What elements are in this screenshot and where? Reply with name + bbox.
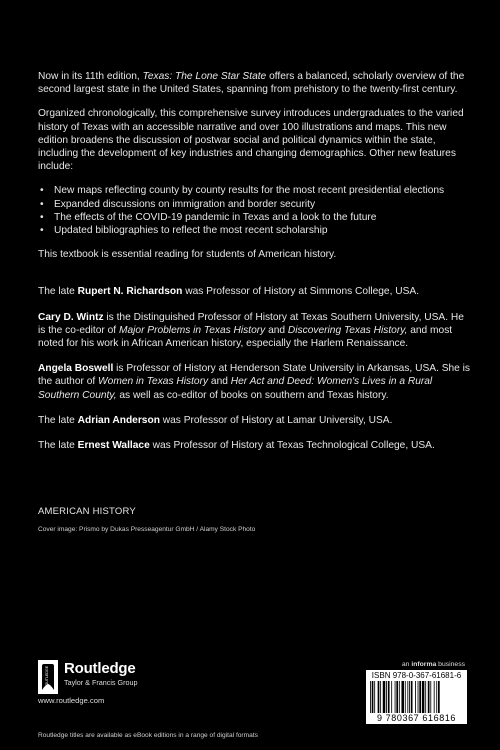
barcode-bar (388, 681, 390, 713)
barcode-icon (370, 681, 463, 713)
barcode-bar (438, 681, 440, 713)
intro-paragraph-1: Now in its 11th edition, Texas: The Lone Star State offers a balanced, scholarly overview of the second largest state in the United States, spanning from prehistory to the twenty-first century. (38, 71, 465, 96)
essential-reading: This textbook is essential reading for students of American history. (38, 249, 337, 261)
feature-list (38, 184, 470, 237)
barcode-bar (372, 681, 374, 713)
barcode-bar (425, 681, 426, 713)
publisher-name: Routledge (64, 660, 136, 677)
book-title: Texas: The Lone Star State (142, 71, 267, 82)
barcode-bar (380, 681, 381, 713)
cover-credit: Cover image: Prismo by Dukas Presseagentur GmbH / Alamy Stock Photo (38, 526, 256, 533)
barcode-bar (391, 681, 392, 713)
barcode-bar (419, 681, 421, 713)
svg-text:ROUTLEDGE: ROUTLEDGE (45, 665, 49, 689)
barcode-bar (418, 681, 419, 713)
barcode-bar (395, 681, 396, 713)
barcode-bar (430, 681, 431, 713)
barcode-bar (370, 681, 371, 713)
barcode-bar (383, 681, 386, 713)
bio-richardson: The late Rupert N. Richardson was Professor of History at Simmons College, USA. (38, 286, 420, 298)
intro-paragraph-2: Organized chronologically, this comprehensive survey introduces undergraduates to the varied history of Texas with an accessible narrative and over 100 illustrations and maps. This new edition broadens the discussion of postwar social and political dynamics within the state, including the development of key industries and changing demographics. Other new features include: (38, 108, 464, 173)
barcode-bar (386, 681, 387, 713)
routledge-logo-icon (38, 660, 58, 694)
subject-category: AMERICAN HISTORY (38, 506, 136, 517)
publisher-logo (38, 660, 198, 700)
informa-tagline: an informa business (401, 661, 465, 668)
barcode-bar (428, 681, 430, 713)
feature-item: • New maps reflecting county by county results for the most recent presidential elections (38, 184, 470, 197)
bio-wintz: Cary D. Wintz is the Distinguished Professor of History at Texas Southern University, USA. He is the co-editor of Major Problems in Texas History and Discovering Texas History, and most noted for his work in African American history, especially the Harlem Renaissance. (38, 311, 464, 350)
feature-item: • Updated bibliographies to reflect the most recent scholarship (38, 224, 470, 237)
barcode-bar (434, 681, 435, 713)
barcode-bar (374, 681, 375, 713)
barcode-bar (411, 681, 413, 713)
ebook-note: Routledge titles are available as eBook editions in a range of digital formats (38, 732, 258, 739)
barcode-bar (405, 681, 406, 713)
barcode-digits: 9 780367 616816 (376, 713, 457, 723)
bio-wallace: The late Ernest Wallace was Professor of History at Texas Technological College, USA. (38, 440, 435, 452)
isbn-label: ISBN 978-0-367-61681-6 (371, 671, 462, 680)
barcode-bar (415, 681, 416, 713)
feature-item: • Expanded discussions on immigration and border security (38, 198, 470, 211)
barcode-bar (422, 681, 425, 713)
barcode-bar (396, 681, 398, 713)
publisher-website: www.routledge.com (38, 696, 105, 705)
barcode-bar (407, 681, 408, 713)
back-cover-text (38, 70, 470, 464)
publisher-group: Taylor & Francis Group (64, 678, 138, 687)
bio-boswell: Angela Boswell is Professor of History at Henderson State University in Arkansas, USA. She is the author of Women in Texas History and Her Act and Deed: Women's Lives in a Rural Southern County, as well as co-editor of books on southern and Texas history. (38, 363, 471, 401)
feature-item: • The effects of the COVID-19 pandemic in Texas and a look to the future (38, 211, 470, 224)
barcode-bar (399, 681, 400, 713)
barcode-bar (436, 681, 437, 713)
barcode-bar (378, 681, 380, 713)
barcode-bar (401, 681, 404, 713)
bio-anderson: The late Adrian Anderson was Professor of History at Lamar University, USA. (38, 414, 393, 426)
isbn-barcode (366, 670, 467, 724)
barcode-bar (409, 681, 410, 713)
